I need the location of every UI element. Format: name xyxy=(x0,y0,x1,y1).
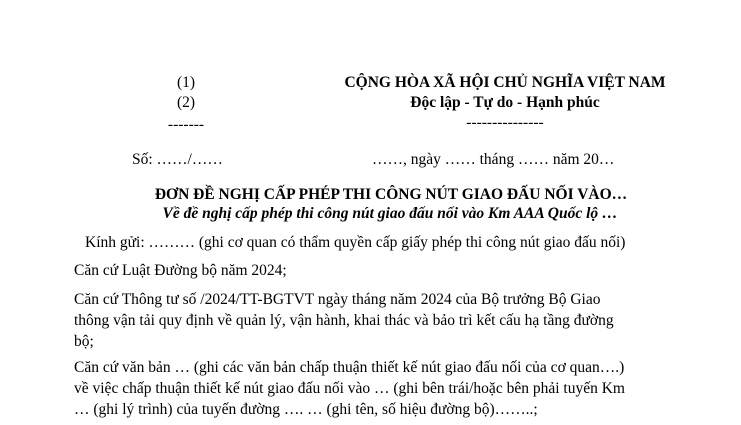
agency-line-1: (1) xyxy=(176,74,196,91)
legal-basis-2-line-3: bộ; xyxy=(74,333,94,350)
legal-basis-3-line-1: Căn cứ văn bản … (ghi các văn bản chấp thuận thiết kế nút giao đấu nối của cơ quan….) xyxy=(74,359,625,376)
agency-line-2: (2) xyxy=(176,94,196,111)
motto: Độc lập - Tự do - Hạnh phúc xyxy=(410,94,600,111)
agency-divider: ------- xyxy=(167,116,205,133)
legal-basis-1: Căn cứ Luật Đường bộ năm 2024; xyxy=(74,262,287,279)
document-subject: Về đề nghị cấp phép thi công nút giao đấu nối vào Km AAA Quốc lộ … xyxy=(162,205,618,222)
legal-basis-2 xyxy=(74,289,674,352)
legal-basis-3-line-3: … (ghi lý trình) của tuyến đường …. … (ghi tên, số hiệu đường bộ)……..; xyxy=(74,401,538,418)
document-number: Số: ……/…… xyxy=(132,151,223,168)
legal-basis-3-line-2: về việc chấp thuận thiết kế nút giao đấu nối vào … (ghi bên trái/hoặc bên phải tuyến Km xyxy=(74,380,625,397)
nation-title: CỘNG HÒA XÃ HỘI CHỦ NGHĨA VIỆT NAM xyxy=(344,74,666,91)
legal-basis-2-line-2: thông vận tải quy định về quản lý, vận hành, khai thác và bảo trì kết cấu hạ tầng đường xyxy=(74,312,614,329)
recipient-line: Kính gửi: ……… (ghi cơ quan có thẩm quyền cấp giấy phép thi công nút giao đấu nối) xyxy=(85,234,626,251)
legal-basis-3 xyxy=(74,357,674,420)
legal-basis-2-line-1: Căn cứ Thông tư số /2024/TT-BGTVT ngày tháng năm 2024 của Bộ trưởng Bộ Giao xyxy=(74,291,601,308)
document-title: ĐƠN ĐỀ NGHỊ CẤP PHÉP THI CÔNG NÚT GIAO ĐẤU NỐI VÀO… xyxy=(154,186,628,203)
document-date: ……, ngày …… tháng …… năm 20… xyxy=(372,151,615,168)
motto-divider: --------------- xyxy=(466,114,544,131)
